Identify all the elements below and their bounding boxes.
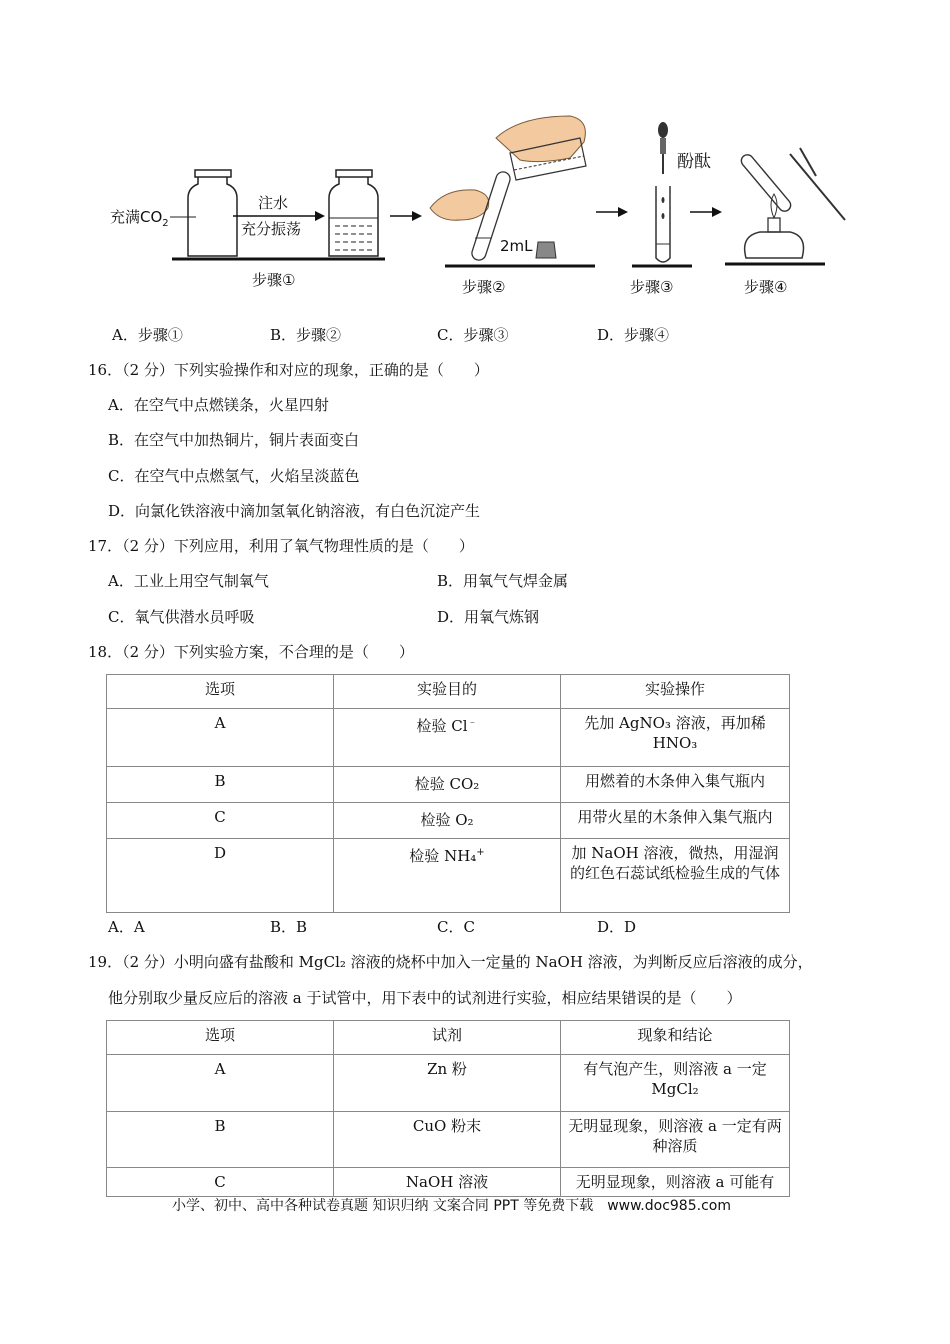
q17-stem: 17．（2 分）下列应用，利用了氧气物理性质的是（ ） xyxy=(88,537,474,555)
co2-label: 充满$CO_2$ xyxy=(110,208,169,229)
table-row xyxy=(107,839,790,913)
cell-operation: 用燃着的木条伸入集气瓶内 xyxy=(561,767,790,803)
step-label-1: 步骤① xyxy=(252,271,296,289)
q15-option-c: C．步骤③ xyxy=(437,326,509,344)
q18-header-operation: 实验操作 xyxy=(561,675,790,709)
q16-option-b: B．在空气中加热铜片，铜片表面变白 xyxy=(108,431,360,449)
cell-option: B xyxy=(107,1112,334,1168)
cell-purpose: 检验 Cl﹣ xyxy=(334,709,561,767)
gas-bottle-co2 xyxy=(188,170,237,256)
table-row xyxy=(107,1168,790,1197)
table-row xyxy=(107,1112,790,1168)
cell-result: 有气泡产生，则溶液 a 一定 MgCl₂ xyxy=(561,1055,790,1112)
q19-table xyxy=(106,1020,790,1197)
heating-illustration xyxy=(739,148,845,258)
q19-stem-line2: 他分别取少量反应后的溶液 a 于试管中，用下表中的试剂进行实验，相应结果错误的是（ ） xyxy=(108,989,742,1007)
table-row xyxy=(107,1055,790,1112)
cell-option: B xyxy=(107,767,334,803)
q18-option-b: B．B xyxy=(270,918,308,936)
q16-option-c: C．在空气中点燃氢气，火焰呈淡蓝色 xyxy=(108,467,360,485)
q16-option-d: D．向氯化铁溶液中滴加氢氧化钠溶液，有白色沉淀产生 xyxy=(108,502,481,520)
q18-table xyxy=(106,674,790,913)
q17-option-c: C．氧气供潜水员呼吸 xyxy=(108,608,255,626)
gas-bottle-water xyxy=(329,170,378,256)
cell-option: A xyxy=(107,1055,334,1112)
cell-result: 无明显现象，则溶液 a 一定有两种溶质 xyxy=(561,1112,790,1168)
q17-option-d: D．用氧气炼钢 xyxy=(437,608,540,626)
cell-result: 无明显现象，则溶液 a 可能有 xyxy=(561,1168,790,1197)
step-label-2: 步骤② xyxy=(462,278,506,296)
cell-option: C xyxy=(107,1168,334,1197)
step-label-4: 步骤④ xyxy=(744,278,788,296)
cell-purpose: 检验 NH₄+ xyxy=(334,839,561,913)
cell-option: D xyxy=(107,839,334,913)
cell-purpose: 检验 O₂ xyxy=(334,803,561,839)
indicator-label: 酚酞 xyxy=(677,152,711,172)
cell-reagent: CuO 粉末 xyxy=(334,1112,561,1168)
step-label-3: 步骤③ xyxy=(630,278,674,296)
q17-option-b: B．用氧气气焊金属 xyxy=(437,572,569,590)
cell-reagent: Zn 粉 xyxy=(334,1055,561,1112)
q18-header-option: 选项 xyxy=(107,675,334,709)
q18-option-a: A．A xyxy=(108,918,145,936)
cell-operation: 先加 AgNO₃ 溶液，再加稀 HNO₃ xyxy=(561,709,790,767)
table-row xyxy=(107,709,790,767)
cell-operation: 加 NaOH 溶液，微热，用湿润的红色石蕊试纸检验生成的气体 xyxy=(561,839,790,913)
cell-operation: 用带火星的木条伸入集气瓶内 xyxy=(561,803,790,839)
q16-option-a: A．在空气中点燃镁条，火星四射 xyxy=(108,396,329,414)
footer-text: 小学、初中、高中各种试卷真题 知识归纳 文案合同 PPT 等免费下载 www.doc985.com xyxy=(172,1198,731,1214)
q16-stem: 16．（2 分）下列实验操作和对应的现象，正确的是（ ） xyxy=(88,361,489,379)
q19-header-reagent: 试剂 xyxy=(334,1021,561,1055)
q19-header-result: 现象和结论 xyxy=(561,1021,790,1055)
q19-header-option: 选项 xyxy=(107,1021,334,1055)
q18-header-purpose: 实验目的 xyxy=(334,675,561,709)
q18-option-d: D．D xyxy=(597,918,637,936)
q18-option-c: C．C xyxy=(437,918,475,936)
cell-purpose: 检验 CO₂ xyxy=(334,767,561,803)
q15-option-b: B．步骤② xyxy=(270,326,342,344)
cell-reagent: NaOH 溶液 xyxy=(334,1168,561,1197)
dropper-tube xyxy=(656,122,670,262)
arrow-top-label: 注水 xyxy=(258,194,289,212)
q17-option-a: A．工业上用空气制氧气 xyxy=(108,572,269,590)
table-row xyxy=(107,803,790,839)
q15-option-d: D．步骤④ xyxy=(597,326,670,344)
q18-stem: 18．（2 分）下列实验方案，不合理的是（ ） xyxy=(88,643,414,661)
q19-stem-line1: 19．（2 分）小明向盛有盐酸和 MgCl₂ 溶液的烧杯中加入一定量的 NaOH 溶液，为判断反应后溶液的成分， xyxy=(88,953,813,971)
q15-option-a: A．步骤① xyxy=(112,326,183,344)
arrow-bottom-label: 充分振荡 xyxy=(241,220,302,238)
cell-option: A xyxy=(107,709,334,767)
cell-option: C xyxy=(107,803,334,839)
table-row xyxy=(107,767,790,803)
volume-label: 2mL xyxy=(500,237,533,255)
